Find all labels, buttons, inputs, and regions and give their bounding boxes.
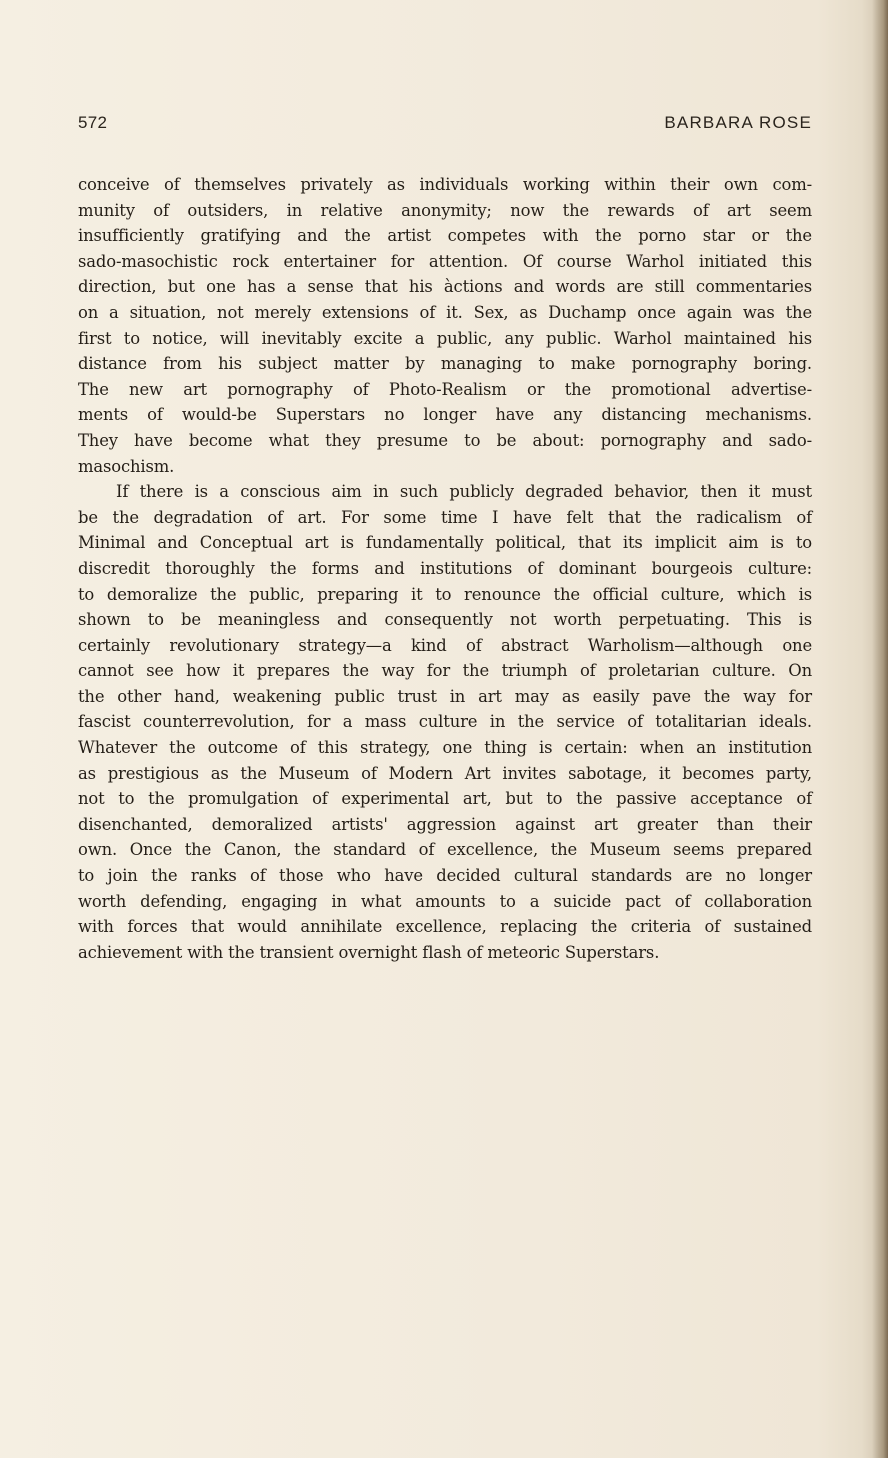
text-line: discredit thoroughly the forms and institutions of dominant bourgeois culture: (78, 558, 812, 578)
body-text (78, 172, 812, 965)
text-line: They have become what they presume to be about: pornography and sado- (78, 430, 812, 450)
text-line: munity of outsiders, in relative anonymity; now the rewards of art seem (78, 200, 812, 220)
text-line: cannot see how it prepares the way for the triumph of proletarian culture. On (78, 661, 812, 681)
text-line: direction, but one has a sense that his àctions and words are still commentaries (78, 277, 812, 297)
text-line: masochism. (78, 456, 175, 476)
text-line: own. Once the Canon, the standard of excellence, the Museum seems prepared (78, 840, 812, 860)
text-line: sado-masochistic rock entertainer for attention. Of course Warhol initiated this (78, 251, 812, 271)
paragraph (78, 172, 812, 479)
text-line: distance from his subject matter by managing to make pornography boring. (78, 354, 812, 374)
running-head (78, 113, 812, 137)
text-line: the other hand, weakening public trust in art may as easily pave the way for (78, 686, 812, 706)
text-line: shown to be meaningless and consequently not worth perpetuating. This is (78, 610, 812, 630)
text-line: insufficiently gratifying and the artist competes with the porno star or the (78, 226, 812, 246)
text-line: to demoralize the public, preparing it to renounce the official culture, which is (78, 584, 812, 604)
page-edge-shadow (872, 0, 888, 1458)
text-line: disenchanted, demoralized artists' aggression against art greater than their (78, 814, 812, 834)
text-line: worth defending, engaging in what amounts to a suicide pact of collaboration (78, 891, 812, 911)
page-number: 572 (78, 113, 108, 132)
running-title: BARBARA ROSE (664, 113, 812, 132)
text-line: be the degradation of art. For some time I have felt that the radicalism of (78, 507, 812, 527)
text-line: on a situation, not merely extensions of it. Sex, as Duchamp once again was the (78, 302, 812, 322)
text-line: If there is a conscious aim in such publicly degraded behavior, then it must (116, 482, 812, 502)
text-line: first to notice, will inevitably excite a public, any public. Warhol maintained his (78, 328, 812, 348)
text-line: not to the promulgation of experimental art, but to the passive acceptance of (78, 789, 812, 809)
text-line: conceive of themselves privately as individuals working within their own com- (78, 175, 812, 194)
text-line: achievement with the transient overnight flash of meteoric Superstars. (78, 942, 660, 962)
text-line: The new art pornography of Photo-Realism or the promotional advertise- (78, 379, 812, 399)
text-line: certainly revolutionary strategy—a kind of abstract Warholism—although one (78, 635, 812, 655)
text-line: with forces that would annihilate excellence, replacing the criteria of sustained (78, 917, 812, 937)
text-line: ments of would-be Superstars no longer have any distancing mechanisms. (78, 405, 812, 425)
paragraph (78, 479, 812, 965)
text-line: Minimal and Conceptual art is fundamentally political, that its implicit aim is to (78, 533, 812, 553)
text-line: to join the ranks of those who have decided cultural standards are no longer (78, 866, 812, 886)
text-line: fascist counterrevolution, for a mass culture in the service of totalitarian ideals. (78, 712, 812, 732)
text-line: Whatever the outcome of this strategy, one thing is certain: when an institution (78, 738, 812, 758)
text-line: as prestigious as the Museum of Modern Art invites sabotage, it becomes party, (78, 763, 812, 783)
